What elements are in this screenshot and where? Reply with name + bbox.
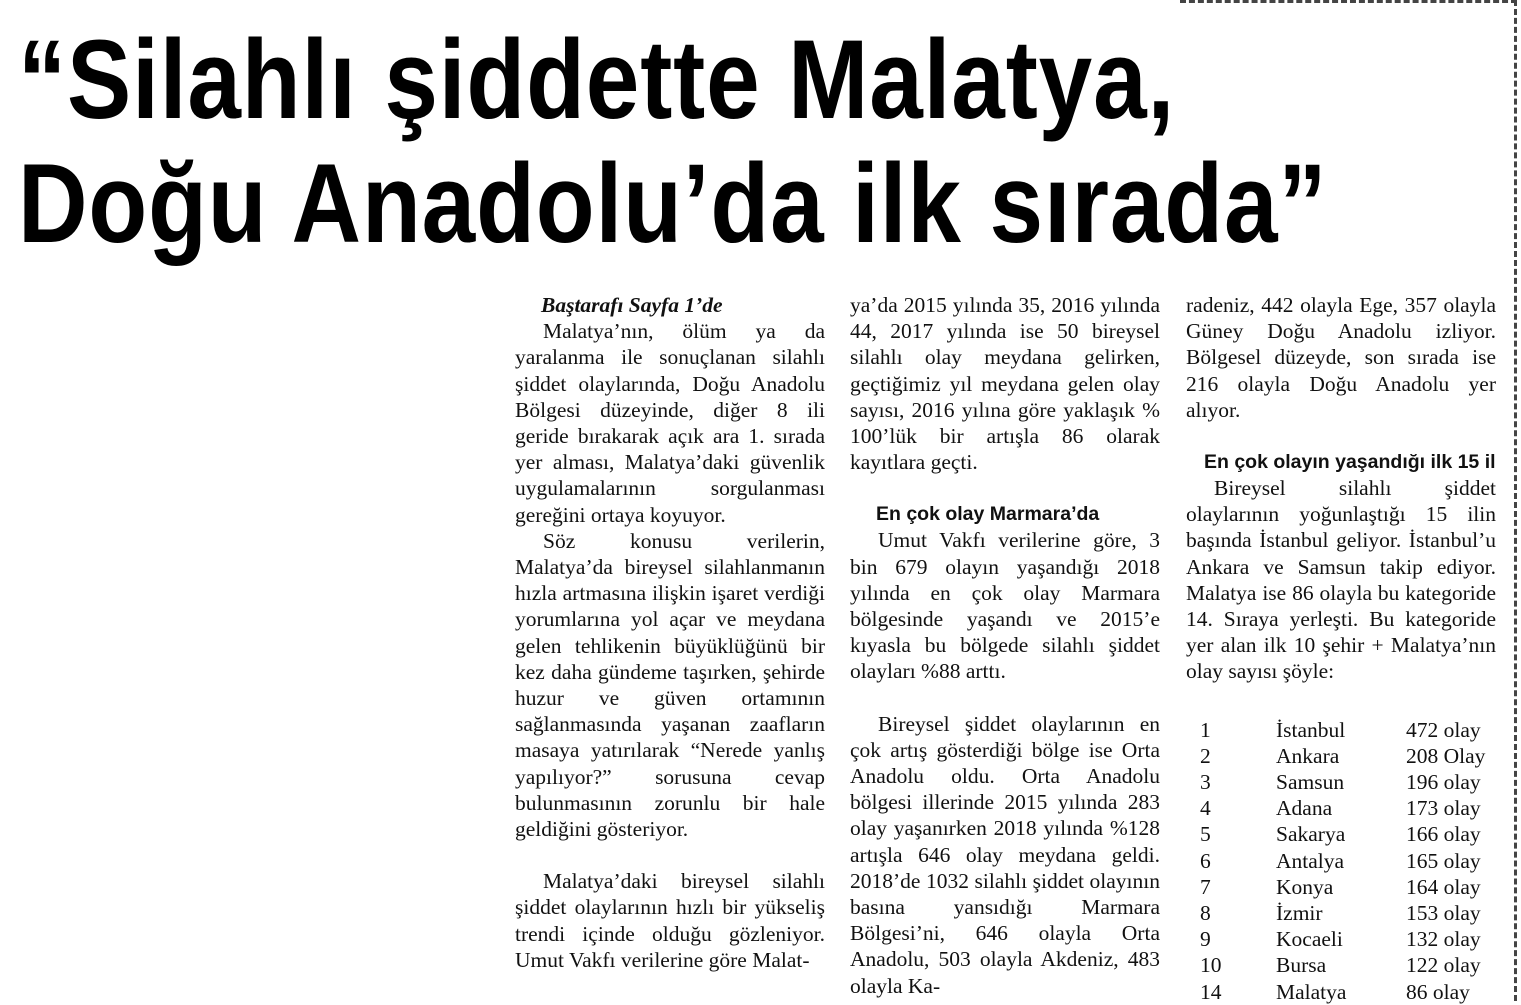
headline-line-1: “Silahlı şiddette Malatya, bbox=[18, 17, 1176, 142]
city: Antalya bbox=[1276, 848, 1345, 873]
paragraph: Bireysel şiddet olaylarının en çok artış gösterdiği bölge ise Orta Anadolu oldu. Orta Anadolu bölgesi illerinde 2015 yılında 283 olay yaşanırken 2018 yılında %128 artışla 646 olay meydana geldi. 2018’de 1032 silahlı şiddet olayının basına yansıdığı Marmara Bölgesi’ni, 646 olayla Orta Anadolu, 503 olayla Akdeniz, 483 olayla Ka- bbox=[850, 711, 1160, 998]
incident-count: 208 Olay bbox=[1406, 743, 1486, 768]
rank: 7 bbox=[1200, 874, 1211, 899]
paragraph: Bireysel silahlı şiddet olaylarının yoğunlaştığı 15 ilin başında İstanbul geliyor. İstanbul’u Ankara ve Samsun takip ediyor. Malatya ise 86 olayla bu kategoride 14. Sıraya yerleşti. Bu kategoride yer alan ilk 10 şehir + Malatya’nın olay sayısı şöyle: bbox=[1186, 476, 1496, 684]
ranking-row bbox=[1186, 717, 1496, 743]
city-ranking-list bbox=[1186, 717, 1496, 1005]
incident-count: 86 olay bbox=[1406, 979, 1470, 1004]
rank: 4 bbox=[1200, 796, 1211, 821]
paragraph: radeniz, 442 olayla Ege, 357 olayla Güney Doğu Anadolu izliyor. Bölgesel düzeyde, son sırada ise 216 olayla Doğu Anadolu yer alıyor. bbox=[1186, 293, 1496, 422]
incident-count: 472 olay bbox=[1406, 717, 1481, 742]
paragraph: Umut Vakfı verilerine göre, 3 bin 679 olayın yaşandığı 2018 yılında en çok olay Marmara bölgesinde yaşandı ve 2015’e kıyasla bu bölgede silahlı şiddet olayları %88 arttı. bbox=[850, 528, 1160, 684]
incident-count: 166 olay bbox=[1406, 822, 1481, 847]
article-column-1 bbox=[515, 292, 825, 973]
paragraph: Malatya’nın, ölüm ya da yaralanma ile sonuçlanan silahlı şiddet olaylarında, Doğu Anadolu Bölgesi düzeyinde, diğer 8 ili geride bırakarak açık ara 1. sırada yer alması, Malatya’daki güvenlik uygulamalarının sorgulanması gereğini ortaya koyuyor. bbox=[515, 319, 825, 527]
city: Kocaeli bbox=[1276, 927, 1343, 952]
continued-from-label: Baştarafı Sayfa 1’de bbox=[541, 293, 723, 317]
rank: 6 bbox=[1200, 848, 1211, 873]
ranking-row bbox=[1186, 743, 1496, 769]
ranking-row bbox=[1186, 848, 1496, 874]
city: İzmir bbox=[1276, 900, 1323, 925]
ranking-row bbox=[1186, 874, 1496, 900]
city: Ankara bbox=[1276, 743, 1340, 768]
article-column-3 bbox=[1186, 292, 1496, 1005]
incident-count: 173 olay bbox=[1406, 796, 1481, 821]
city: Malatya bbox=[1276, 979, 1347, 1004]
incident-count: 196 olay bbox=[1406, 770, 1481, 795]
city: Konya bbox=[1276, 874, 1334, 899]
page-cut-border-top bbox=[1180, 0, 1517, 3]
ranking-row bbox=[1186, 795, 1496, 821]
ranking-row bbox=[1186, 952, 1496, 978]
spacer bbox=[850, 475, 1160, 501]
headline-line-2: Doğu Anadolu’da ilk sırada” bbox=[18, 141, 1328, 266]
rank: 14 bbox=[1200, 979, 1222, 1004]
paragraph: Malatya’daki bireysel silahlı şiddet olaylarının hızlı bir yükseliş trendi içinde olduğu gözleniyor. Umut Vakfı verilerine göre Malat- bbox=[515, 869, 825, 972]
spacer bbox=[850, 685, 1160, 711]
incident-count: 153 olay bbox=[1406, 900, 1481, 925]
rank: 8 bbox=[1200, 900, 1211, 925]
spacer bbox=[1186, 423, 1496, 449]
spacer bbox=[1186, 685, 1496, 711]
city: Sakarya bbox=[1276, 822, 1346, 847]
rank: 10 bbox=[1200, 953, 1222, 978]
rank: 3 bbox=[1200, 770, 1211, 795]
city: Bursa bbox=[1276, 953, 1327, 978]
city: Samsun bbox=[1276, 770, 1345, 795]
rank: 9 bbox=[1200, 927, 1211, 952]
ranking-row bbox=[1186, 769, 1496, 795]
spacer bbox=[515, 842, 825, 868]
paragraph: ya’da 2015 yılında 35, 2016 yılında 44, 2017 yılında ise 50 bireysel silahlı olay meydana gelirken, geçtiğimiz yıl meydana gelen olay sayısı, 2016 yılına göre yaklaşık % 100’lük bir artışla 86 olarak kayıtlara geçti. bbox=[850, 293, 1160, 475]
headline bbox=[18, 17, 1328, 266]
paragraph: Söz konusu verilerin, Malatya’da bireysel silahlanmanın hızla artmasına ilişkin işaret verdiği yorumlarına yol açar ve meydana gelen tehlikenin büyüklüğünü bir kez daha gündeme taşırken, şehirde huzur ve güven ortamının sağlanmasında yaşanan zaafların masaya yatırılarak “Nerede yanlış yapılıyor?” sorusuna cevap bulunmasının zorunlu bir hale geldiğini gösteriyor. bbox=[515, 528, 825, 842]
rank: 2 bbox=[1200, 743, 1211, 768]
incident-count: 132 olay bbox=[1406, 927, 1481, 952]
ranking-row bbox=[1186, 821, 1496, 847]
rank: 1 bbox=[1200, 717, 1211, 742]
page-cut-border bbox=[1514, 0, 1517, 1001]
incident-count: 165 olay bbox=[1406, 848, 1481, 873]
subheading: En çok olayın yaşandığı ilk 15 il bbox=[1204, 451, 1496, 474]
ranking-row bbox=[1186, 900, 1496, 926]
city: İstanbul bbox=[1276, 717, 1346, 742]
incident-count: 122 olay bbox=[1406, 953, 1481, 978]
ranking-row bbox=[1186, 926, 1496, 952]
incident-count: 164 olay bbox=[1406, 874, 1481, 899]
article-column-2 bbox=[850, 292, 1160, 999]
rank: 5 bbox=[1200, 822, 1211, 847]
city: Adana bbox=[1276, 796, 1333, 821]
subheading: En çok olay Marmara’da bbox=[876, 503, 1100, 526]
